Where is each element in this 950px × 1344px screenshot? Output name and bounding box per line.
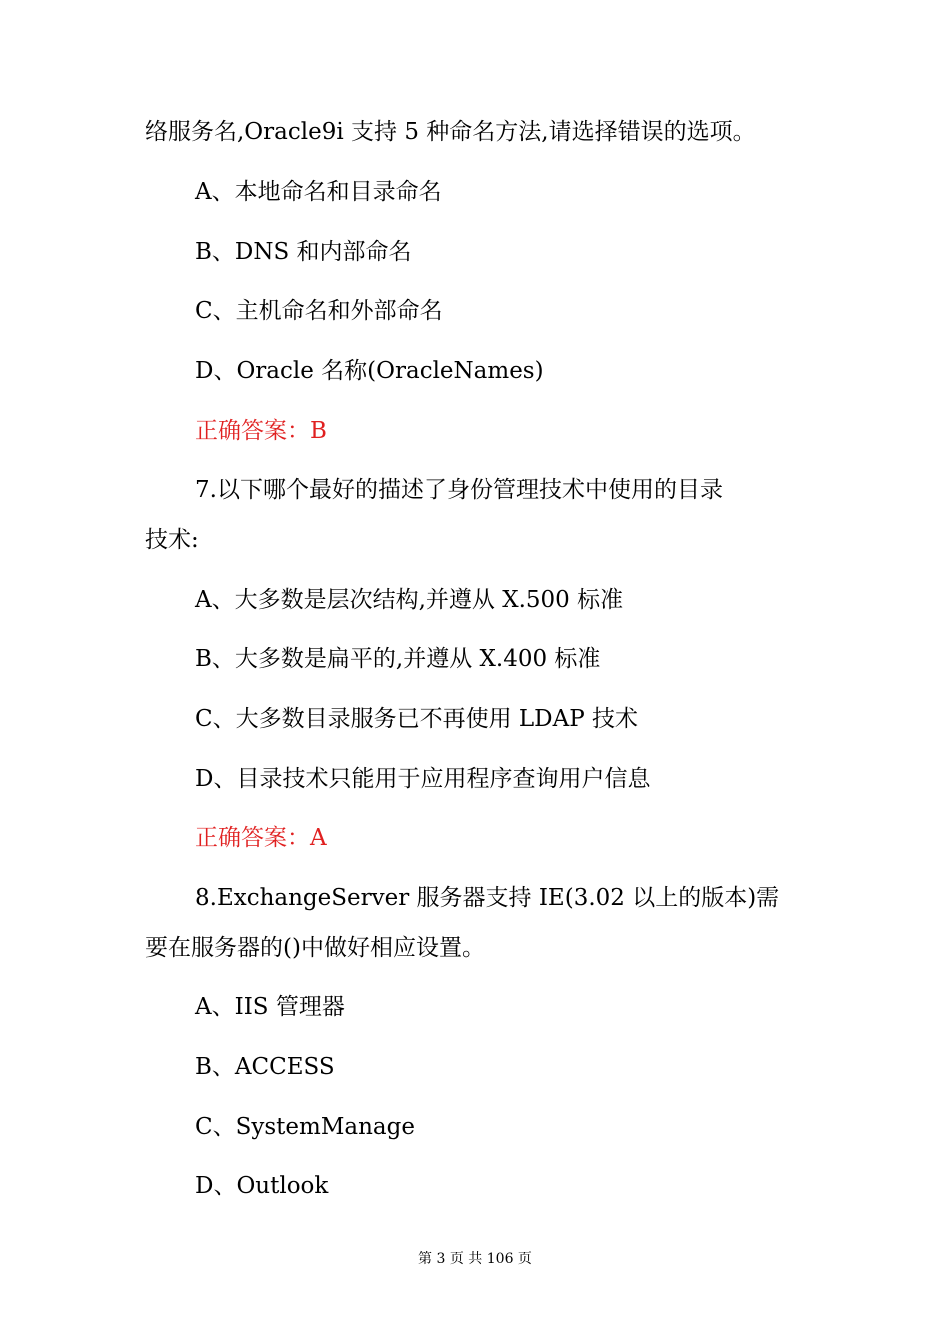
question-6-answer: 正确答案：B — [195, 418, 327, 444]
question-8-stem-line-1: 8.ExchangeServer 服务器支持 IE(3.02 以上的版本)需 — [195, 885, 780, 911]
question-6-option-d: D、Oracle 名称(OracleNames) — [195, 358, 544, 384]
question-8-option-c: C、SystemManage — [195, 1114, 415, 1140]
question-7-option-a: A、大多数是层次结构,并遵从 X.500 标准 — [195, 587, 624, 613]
question-8-stem-line-2: 要在服务器的()中做好相应设置。 — [145, 935, 485, 961]
question-6-option-c: C、主机命名和外部命名 — [195, 298, 443, 324]
page-number-footer: 第 3 页 共 106 页 — [418, 1251, 532, 1267]
question-8-option-b: B、ACCESS — [195, 1054, 335, 1080]
question-6-option-a: A、本地命名和目录命名 — [195, 179, 442, 205]
question-7-option-b: B、大多数是扁平的,并遵从 X.400 标准 — [195, 646, 601, 672]
question-8-option-d: D、Outlook — [195, 1173, 329, 1199]
question-8-option-a: A、IIS 管理器 — [195, 994, 345, 1020]
question-6-option-b: B、DNS 和内部命名 — [195, 239, 412, 265]
question-7-option-c: C、大多数目录服务已不再使用 LDAP 技术 — [195, 706, 639, 732]
question-7-answer: 正确答案：A — [195, 825, 327, 851]
question-7-stem-line-1: 7.以下哪个最好的描述了身份管理技术中使用的目录 — [195, 477, 723, 503]
question-6-stem-continuation: 络服务名,Oracle9i 支持 5 种命名方法,请选择错误的选项。 — [145, 119, 756, 145]
question-7-stem-line-2: 技术: — [145, 527, 199, 553]
question-7-option-d: D、目录技术只能用于应用程序查询用户信息 — [195, 766, 651, 792]
